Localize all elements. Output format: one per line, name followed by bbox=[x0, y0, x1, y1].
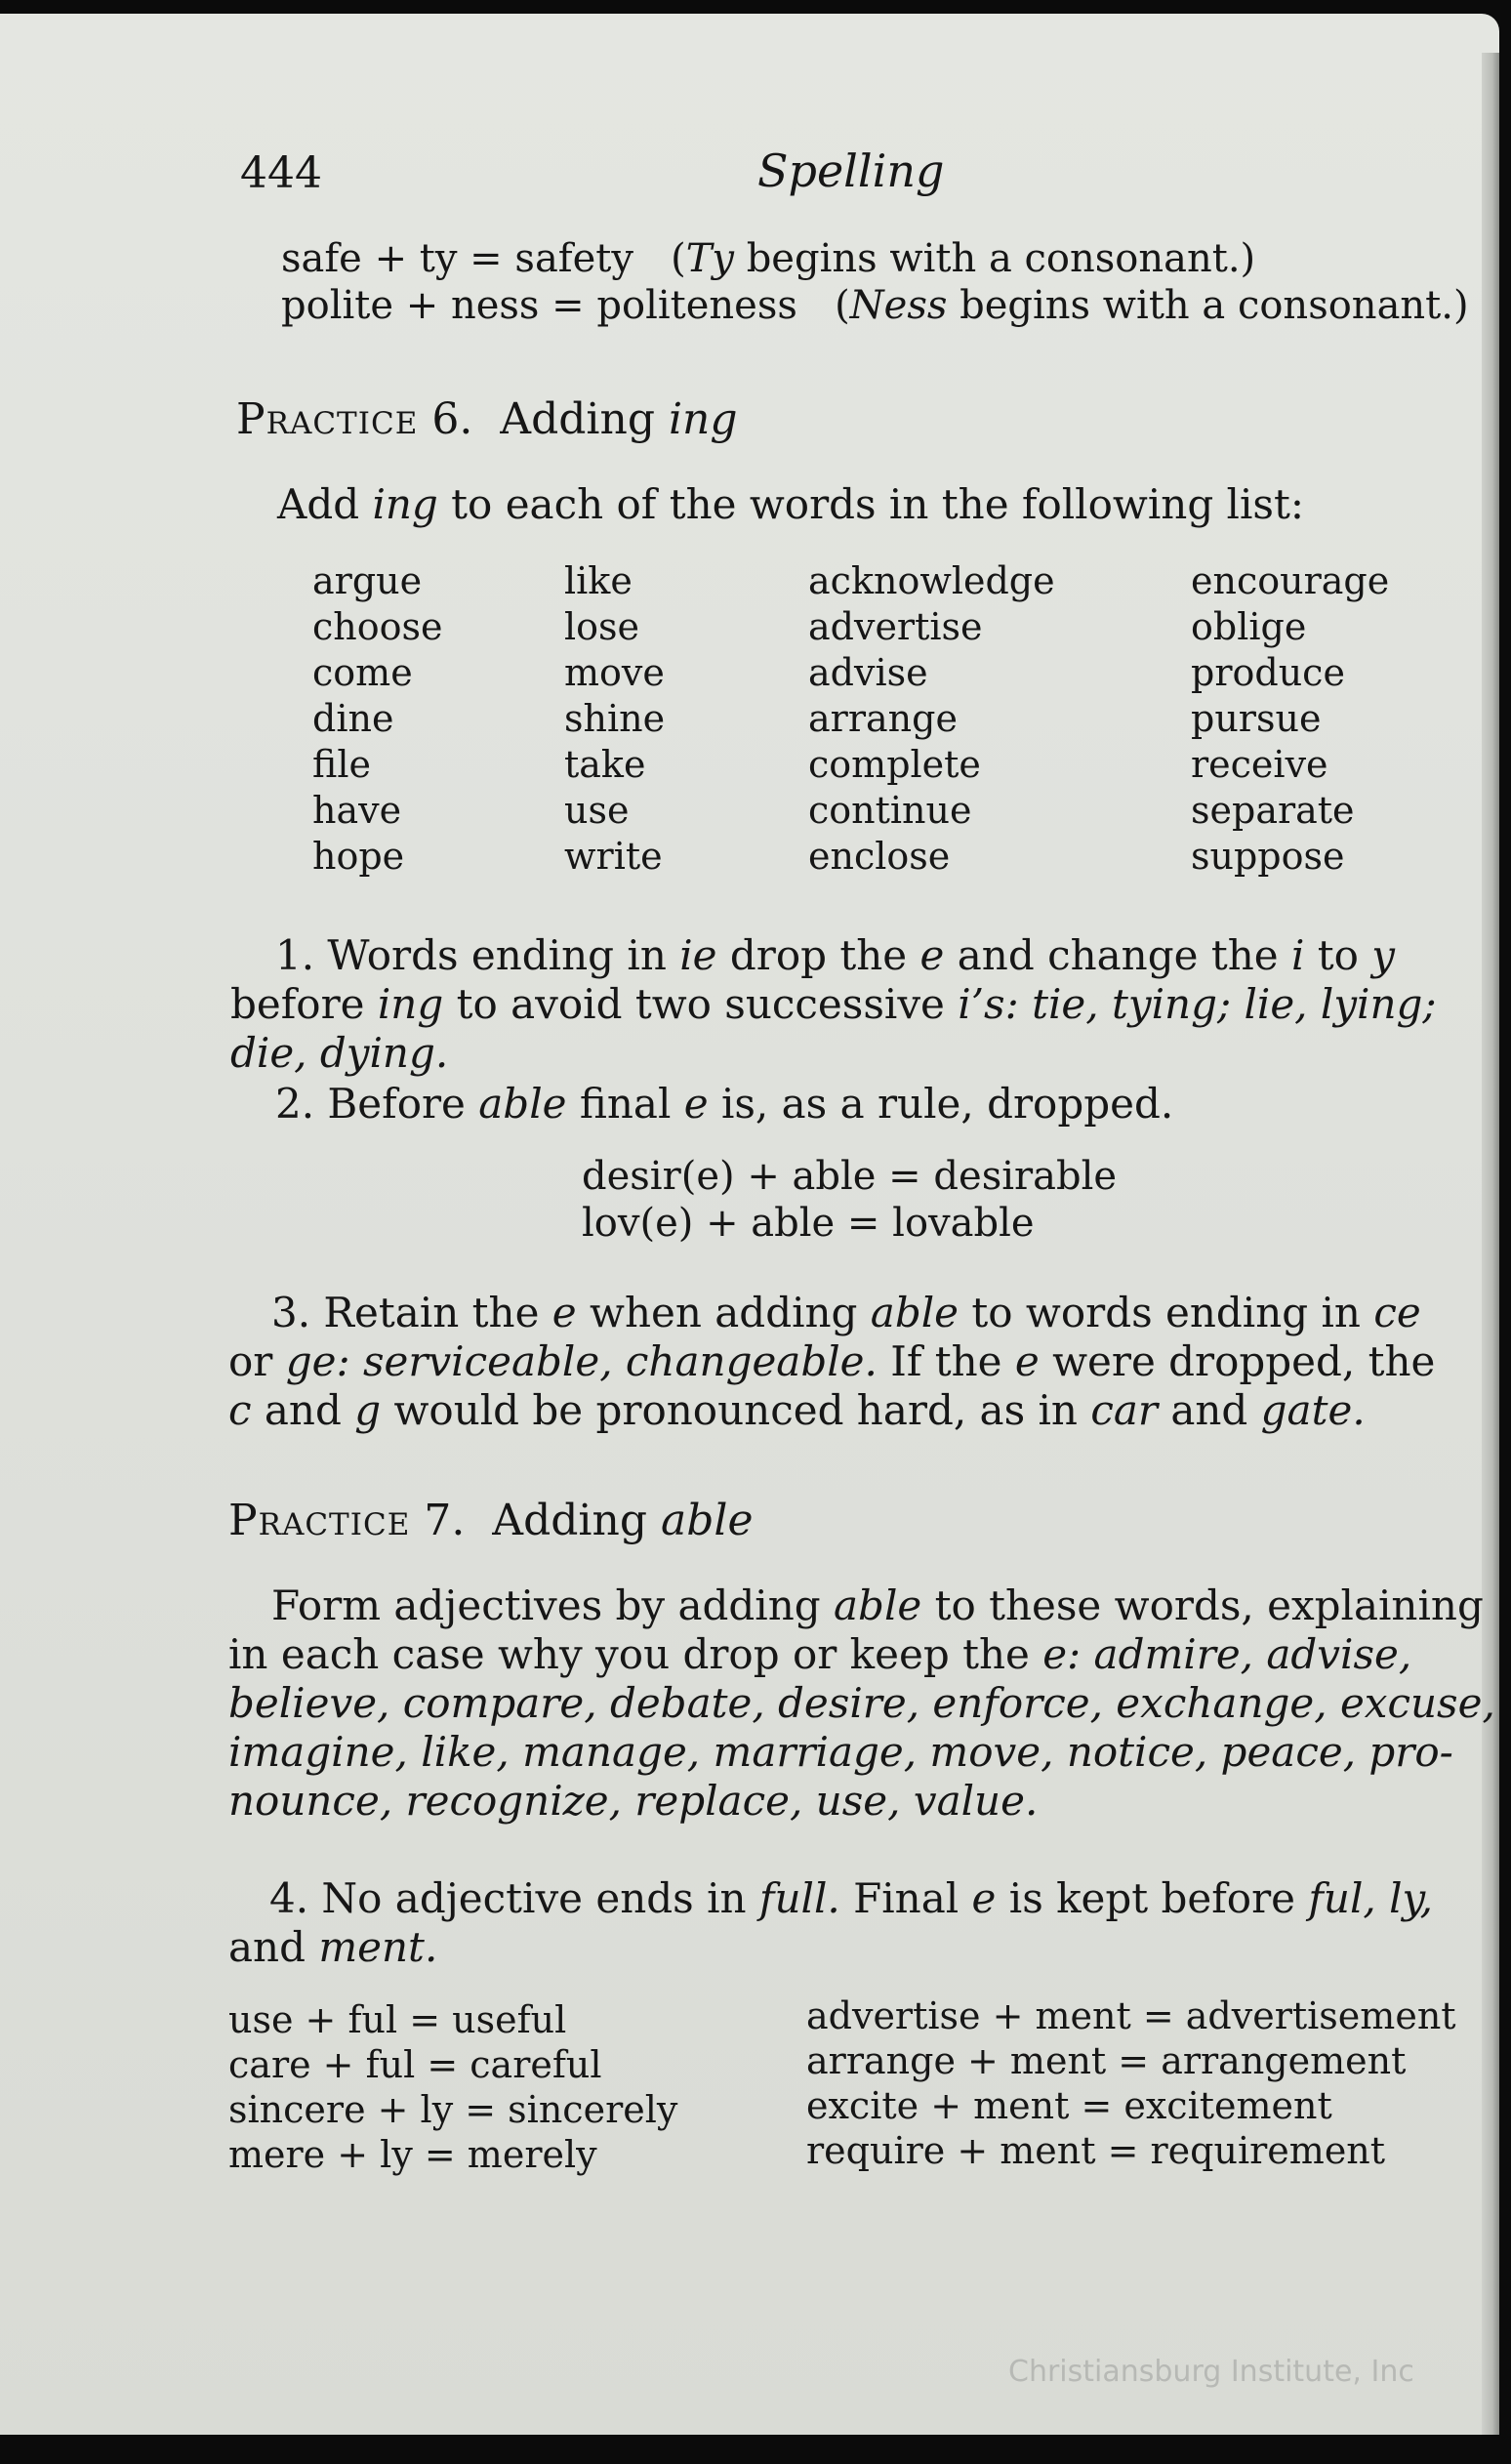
word: acknowledge bbox=[808, 559, 1055, 602]
rule-2-line: 2. Before able final e is, as a rule, dropped. bbox=[275, 1080, 1174, 1128]
rule-4-left-formulas bbox=[228, 1997, 677, 2177]
rule-4-line-1: 4. No adjective ends in full. Final e is kept before ful, ly, bbox=[269, 1874, 1434, 1922]
rule-2-formula-1: desir(e) + able = desirable bbox=[582, 1154, 1118, 1199]
word: receive bbox=[1191, 743, 1328, 786]
word: oblige bbox=[1191, 605, 1307, 648]
practice-7-line-1: Form adjectives by adding able to these words, explaining bbox=[271, 1581, 1484, 1629]
word: advise bbox=[808, 651, 928, 694]
word: enclose bbox=[808, 835, 951, 878]
word: hope bbox=[312, 835, 405, 878]
rule-2-formula-2: lov(e) + able = lovable bbox=[582, 1201, 1035, 1246]
word: dine bbox=[312, 697, 394, 740]
rule-4-line-2: and ment. bbox=[228, 1923, 438, 1971]
word-column-1 bbox=[312, 558, 443, 880]
rule-1-line-3: die, dying. bbox=[230, 1029, 449, 1077]
page-number: 444 bbox=[240, 148, 322, 198]
rule-3-line-2: or ge: serviceable, changeable. If the e were dropped, the bbox=[228, 1337, 1436, 1385]
formula: care + ful = careful bbox=[228, 2043, 602, 2086]
word-column-4 bbox=[1191, 558, 1389, 880]
word: encourage bbox=[1191, 559, 1390, 602]
formula: advertise + ment = advertisement bbox=[806, 1994, 1456, 2037]
word: advertise bbox=[808, 605, 983, 648]
intro-line-2: polite + ness = politeness (Ness begins with a consonant.) bbox=[281, 283, 1469, 328]
practice-6-instruction: Add ing to each of the words in the following list: bbox=[277, 480, 1304, 528]
word-column-3 bbox=[808, 558, 1055, 880]
running-title: Spelling bbox=[757, 144, 945, 197]
word: argue bbox=[312, 559, 423, 602]
word: file bbox=[312, 743, 371, 786]
page-edge bbox=[1482, 53, 1499, 2435]
rule-4-right-formulas bbox=[806, 1993, 1456, 2173]
formula: use + ful = useful bbox=[228, 1998, 567, 2041]
word: suppose bbox=[1191, 835, 1345, 878]
word: continue bbox=[808, 789, 972, 832]
word: pursue bbox=[1191, 697, 1322, 740]
rule-3-line-3: c and g would be pronounced hard, as in car and gate. bbox=[228, 1386, 1366, 1434]
formula: require + ment = requirement bbox=[806, 2129, 1386, 2172]
practice-6-heading: Practice 6. Adding ing bbox=[236, 394, 738, 444]
practice-7-line-2: in each case why you drop or keep the e: admire, advise, bbox=[228, 1630, 1412, 1678]
formula: arrange + ment = arrangement bbox=[806, 2039, 1407, 2082]
practice-7-line-3: believe, compare, debate, desire, enforce, exchange, excuse, bbox=[228, 1679, 1495, 1727]
watermark: Christiansburg Institute, Inc bbox=[1008, 2355, 1414, 2389]
word: take bbox=[564, 743, 646, 786]
practice-7-heading: Practice 7. Adding able bbox=[228, 1496, 754, 1545]
word: shine bbox=[564, 697, 666, 740]
rule-1-line-2: before ing to avoid two successive i’s: tie, tying; lie, lying; bbox=[230, 980, 1437, 1028]
formula: sincere + ly = sincerely bbox=[228, 2088, 678, 2131]
word: lose bbox=[564, 605, 640, 648]
word: produce bbox=[1191, 651, 1345, 694]
word: move bbox=[564, 651, 665, 694]
practice-7-line-5: nounce, recognize, replace, use, value. bbox=[228, 1777, 1039, 1825]
word: complete bbox=[808, 743, 981, 786]
book-page bbox=[0, 14, 1499, 2435]
rule-1-line-1: 1. Words ending in ie drop the e and change the i to y bbox=[275, 931, 1396, 979]
word: like bbox=[564, 559, 633, 602]
intro-line-1: safe + ty = safety (Ty begins with a consonant.) bbox=[281, 236, 1256, 281]
word: separate bbox=[1191, 789, 1355, 832]
word: have bbox=[312, 789, 402, 832]
formula: mere + ly = merely bbox=[228, 2133, 597, 2176]
formula: excite + ment = excitement bbox=[806, 2084, 1332, 2127]
word: arrange bbox=[808, 697, 958, 740]
word: come bbox=[312, 651, 413, 694]
rule-3-line-1: 3. Retain the e when adding able to words ending in ce bbox=[271, 1289, 1421, 1336]
word: write bbox=[564, 835, 663, 878]
word: choose bbox=[312, 605, 443, 648]
word-column-2 bbox=[564, 558, 665, 880]
word: use bbox=[564, 789, 630, 832]
practice-7-line-4: imagine, like, manage, marriage, move, notice, peace, pro- bbox=[228, 1728, 1453, 1776]
